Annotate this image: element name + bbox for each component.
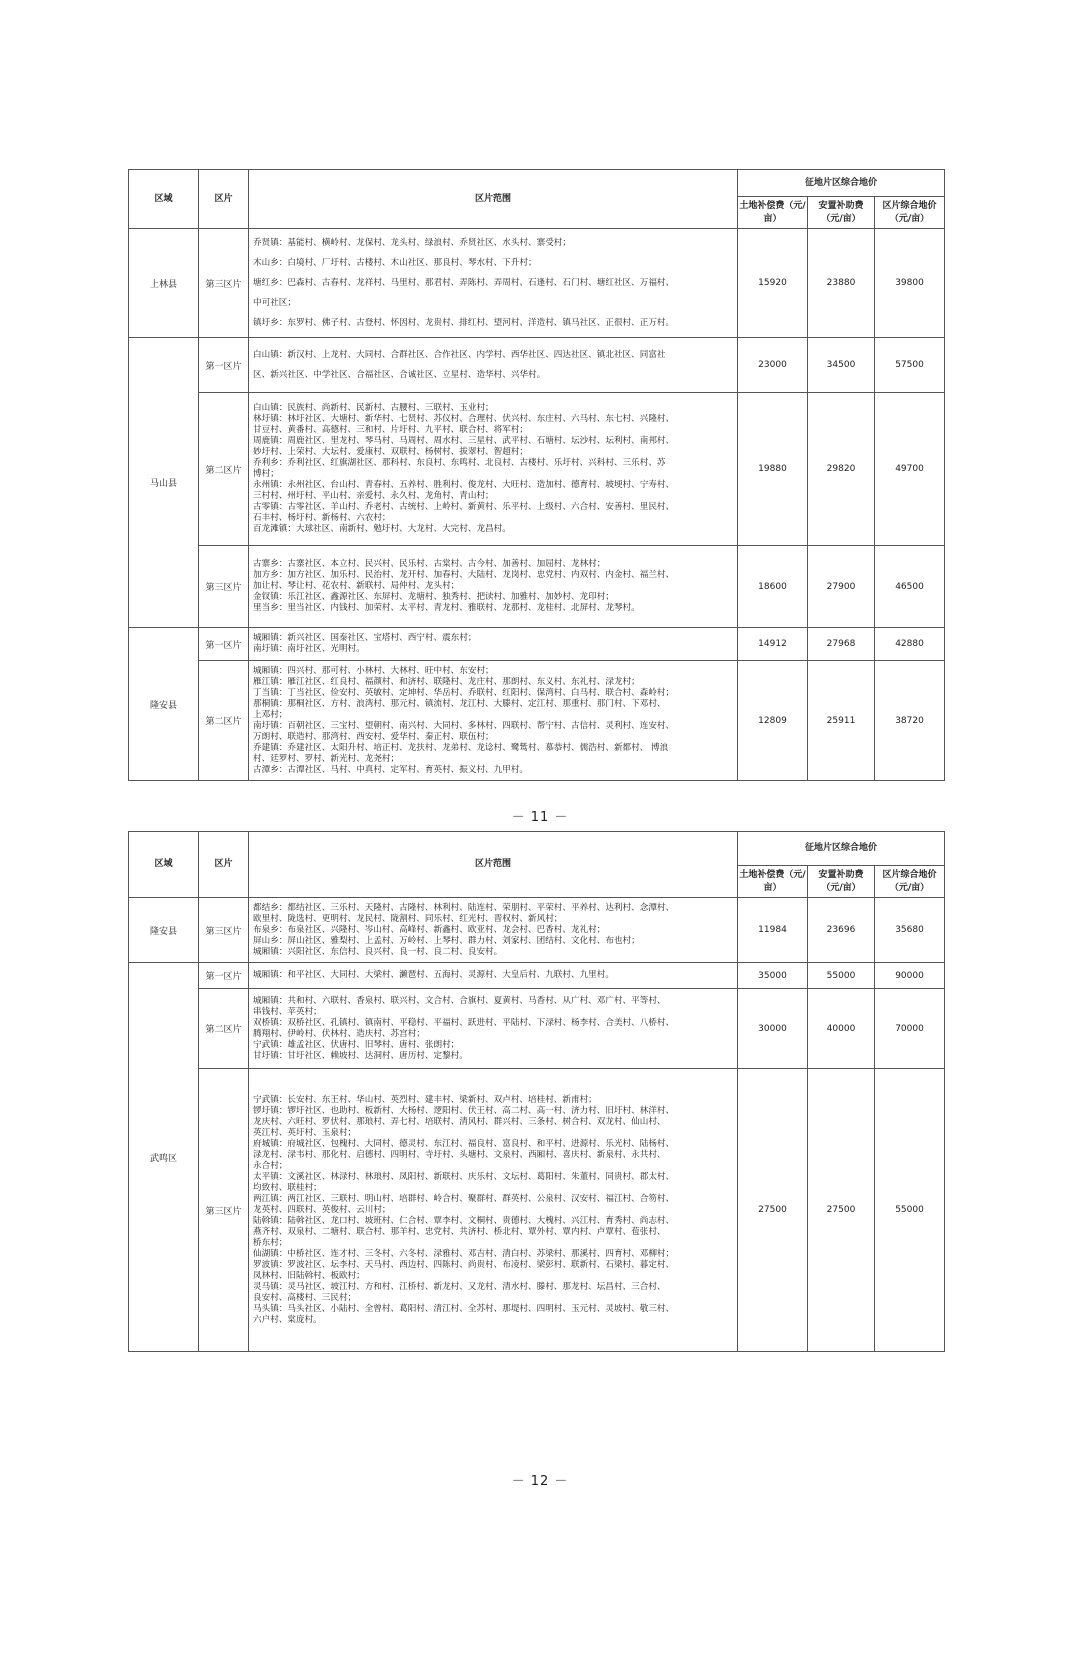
scope-cell [249, 661, 738, 781]
zone-cell: 第一区片 [199, 338, 249, 393]
scope-line: 城厢镇：共和村、六联村、香泉村、联兴村、文合村、合旗村、夏黄村、马香村、从广村、邓广村、平等村、 [253, 995, 666, 1006]
scope-line: 白山镇：民族村、尚新村、民新村、古腰村、三联村、玉业村； [253, 403, 494, 413]
header-scope: 区片范围 [249, 832, 738, 898]
scope-line: 万朗村、联造村、那湾村、西安村、爱华村、秦正村、联伍村； [253, 731, 494, 742]
total-price-value: 39800 [875, 229, 945, 338]
table-row [129, 393, 945, 546]
land-compensation-value: 19880 [738, 393, 808, 546]
scope-line: 腾翔村、伊岭村、伏林村、造庆村、苏宫村； [253, 1028, 425, 1039]
table-row [129, 229, 945, 338]
scope-cell [249, 963, 738, 989]
scope-line: 林圩镇：林圩社区、大塘村、新华村、七贤村、苏仪村、合理村、伏兴村、东庄村、六马村、东七村、兴隆村、 [253, 414, 675, 424]
zone-cell: 第一区片 [199, 628, 249, 661]
scope-line: 欧里村、陇选村、更明村、龙民村、陇割村、同乐村、红光村、晋权村、新风村； [253, 913, 563, 924]
scope-line: 南圩镇：南圩社区、光明村。 [253, 644, 365, 654]
scope-line: 古零镇：古零社区、羊山村、乔老村、古统村、上岭村、新黄村、乐平村、上级村、六合村、安善村、里民村、 [253, 502, 675, 512]
table-row [129, 338, 945, 393]
scope-line: 燕齐村、双泉村、二塘村、联合村、那羊村、忠党村、共济村、桥北村、覃外村、覃内村、卢覃村、苞张村、 [253, 1226, 666, 1237]
scope-line: 城厢镇：兴阳社区、东信村、良兴村、良一村、良二村、良安村。 [253, 946, 503, 957]
land-price-table-page-12 [128, 831, 945, 1352]
total-price-value: 70000 [875, 989, 945, 1069]
header-resettlement-subsidy: 安置补助费（元/亩） [808, 197, 875, 229]
zone-cell: 第一区片 [199, 963, 249, 989]
scope-line: 白山镇：新汉村、上龙村、大同村、合群社区、合作社区、内学村、西华社区、四达社区、镇北社区、同富社 [253, 350, 666, 360]
scope-line: 上邓村； [253, 709, 288, 720]
scope-cell [249, 546, 738, 628]
scope-line: 宁武镇：长安村、东王村、华山村、英烈村、建丰村、梁新村、双卢村、培桂村、新甫村； [253, 1094, 597, 1105]
land-compensation-value: 27500 [738, 1069, 808, 1352]
header-scope: 区片范围 [249, 170, 738, 229]
resettlement-subsidy-value: 27900 [808, 546, 875, 628]
resettlement-subsidy-value: 23696 [808, 898, 875, 963]
scope-line: 锣圩镇：锣圩社区、也助村、板新村、大杨村、逻阳村、伏王村、高二村、高一村、济力村、旧圩村、林洋村、 [253, 1105, 675, 1116]
land-compensation-value: 15920 [738, 229, 808, 338]
scope-line: 区、新兴社区、中学社区、合福社区、合诚社区、立星村、造华村、兴华村。 [253, 370, 546, 380]
region-cell: 隆安县 [129, 628, 199, 781]
scope-line: 加方乡：加方社区、加乐村、民治村、龙开村、加春村、大陆村、龙岗村、忠党村、内双村、内金村、福兰村、 [253, 570, 675, 580]
page-number-12: － 12 － [511, 1474, 569, 1489]
scope-line: 里当乡：里当社区、内钱村、加荣村、太平村、青龙村、雅联村、龙那村、龙桂村、北屏村、龙琴村。 [253, 603, 640, 613]
zone-cell: 第二区片 [199, 661, 249, 781]
scope-line: 仙湖镇：中桥社区、连才村、三冬村、六冬村、渌雅村、邓吉村、清白村、苏梁村、那溪村、四育村、邓柳村； [253, 1248, 675, 1259]
scope-line: 乔利乡：乔利社区、红旗湖社区、那科村、东良村、东鸣村、北良村、古楼村、乐圩村、兴科村、三乐村、苏 [253, 458, 666, 468]
table-row [129, 898, 945, 963]
header-zone: 区片 [199, 832, 249, 898]
scope-line: 渌龙村、渌韦村、那化村、启德村、四明村、寺圩村、头塘村、文泉村、西厢村、喜庆村、新泉村、永共村、 [253, 1149, 666, 1160]
scope-line: 古寨乡：古寨社区、本立村、民兴村、民乐村、古棠村、古今村、加善村、加屈村、龙林村； [253, 559, 606, 569]
scope-cell [249, 393, 738, 546]
scope-line: 两江镇：两江社区、三联村、明山村、培群村、岭合村、聚群村、群英村、公泉村、汉安村、福江村、合笏村、 [253, 1193, 675, 1204]
scope-line: 乔贤镇：基能村、横岭村、龙保村、龙头村、绿浪村、乔贤社区、水头村、寨受村； [253, 238, 571, 248]
scope-line: 金钗镇：乐江社区、鑫源社区、东屏村、龙塘村、独秀村、把读村、加雅村、加妙村、龙印村； [253, 592, 614, 602]
land-compensation-value: 11984 [738, 898, 808, 963]
scope-line: 凤林村、旧陆斡村、板欧村； [253, 1270, 365, 1281]
scope-line: 罗波镇：罗波社区、坛李村、天马村、西边村、四陈村、尚贵村、布凌村、梁彭村、联新村、石梁村、暮定村、 [253, 1259, 675, 1270]
zone-cell: 第三区片 [199, 898, 249, 963]
zone-cell: 第三区片 [199, 1069, 249, 1352]
scope-line: 博村； [253, 469, 279, 479]
scope-line: 都结乡：都结社区、三乐村、天隆村、古隆村、林利村、陆连村、荣朋村、平荣村、平养村、达利村、念潭村、 [253, 902, 675, 913]
header-region: 区域 [129, 170, 199, 229]
scope-line: 加让村、琴让村、花农村、新联村、局仲村、龙头村； [253, 581, 460, 591]
zone-cell: 第二区片 [199, 393, 249, 546]
scope-line: 城厢镇：四兴村、那可村、小林村、大林村、旺中村、东安村； [253, 665, 494, 676]
header-total-price: 区片综合地价（元/亩） [875, 866, 945, 898]
region-cell: 马山县 [129, 338, 199, 628]
scope-cell [249, 338, 738, 393]
total-price-value: 49700 [875, 393, 945, 546]
scope-line: 均致村、联桂村； [253, 1182, 322, 1193]
total-price-value: 46500 [875, 546, 945, 628]
scope-line: 木山乡：白境村、厂圩村、古楼村、木山社区、那良村、琴水村、下升村； [253, 258, 537, 268]
scope-line: 太平镇：文溪社区、林渌村、林琅村、凤阳村、新联村、庆乐村、文坛村、葛阳村、朱董村、同贵村、郡太村、 [253, 1171, 675, 1182]
scope-line: 甘豆村、黄番村、高德村、三和村、片圩村、九平村、联合村、将军村； [253, 425, 529, 435]
scope-line: 龙庆村、六旺村、罗伏村、那琅村、弄七村、培联村、清风村、群兴村、三条村、树合村、双龙村、仙山村、 [253, 1116, 666, 1127]
header-group: 征地片区综合地价 [738, 832, 945, 866]
resettlement-subsidy-value: 40000 [808, 989, 875, 1069]
land-price-table-page-11 [128, 169, 945, 781]
scope-line: 中可社区； [253, 298, 296, 308]
scope-line: 良安村、高楼村、三民村； [253, 1292, 357, 1303]
scope-line: 马头镇：马头社区、小陆村、全曾村、葛阳村、清江村、全苏村、那堤村、四明村、玉元村、灵坡村、敬三村、 [253, 1303, 675, 1314]
zone-cell: 第三区片 [199, 229, 249, 338]
resettlement-subsidy-value: 27968 [808, 628, 875, 661]
land-compensation-value: 23000 [738, 338, 808, 393]
resettlement-subsidy-value: 27500 [808, 1069, 875, 1352]
scope-cell [249, 1069, 738, 1352]
zone-cell: 第二区片 [199, 989, 249, 1069]
scope-line: 双桥镇：双桥社区、孔镇村、镇南村、平稳村、平福村、跃进村、平陆村、下渌村、杨李村、合美村、八桥村、 [253, 1017, 675, 1028]
land-compensation-value: 18600 [738, 546, 808, 628]
total-price-value: 57500 [875, 338, 945, 393]
table-row [129, 989, 945, 1069]
scope-line: 布泉乡：布泉社区、兴隆村、岑山村、高峰村、新鑫村、欧亚村、龙会村、巴香村、龙礼村； [253, 924, 606, 935]
scope-line: 甘圩镇：甘圩社区、赖坡村、达洞村、唐历村、定黎村。 [253, 1050, 468, 1061]
scope-line: 那桐镇：那桐社区、方村、浪湾村、那元村、镇流村、龙江村、大滕村、定江村、那重村、那门村、下邓村、 [253, 698, 666, 709]
region-cell: 上林县 [129, 229, 199, 338]
table-row [129, 546, 945, 628]
resettlement-subsidy-value: 55000 [808, 963, 875, 989]
scope-line: 丁当镇：丁当社区、俭安村、英敏村、定坤村、华岳村、乔联村、红阳村、保湾村、白马村、联合村、森岭村； [253, 687, 675, 698]
scope-line: 桥东村； [253, 1237, 288, 1248]
table-row [129, 628, 945, 661]
region-cell: 武鸣区 [129, 963, 199, 1352]
resettlement-subsidy-value: 34500 [808, 338, 875, 393]
scope-cell [249, 229, 738, 338]
total-price-value: 38720 [875, 661, 945, 781]
scope-line: 永州镇：永州社区、台山村、青春村、五养村、胜利村、俊龙村、大旺村、造加村、德育村、坡埂村、宁寿村、 [253, 480, 675, 490]
scope-cell [249, 898, 738, 963]
land-compensation-value: 30000 [738, 989, 808, 1069]
scope-line: 南圩镇：百朝社区、三宝村、望朝村、南兴村、大同村、多林村、四联村、帮宁村、古信村、灵利村、连安村、 [253, 720, 675, 731]
scope-cell [249, 989, 738, 1069]
scope-line: 塘红乡：巴森村、古春村、龙祥村、马里村、那君村、弄陈村、弄周村、石逢村、石门村、塘红社区、万福村、 [253, 278, 675, 288]
scope-line: 城厢镇：和平社区、大同村、大梁村、濑琶村、五海村、灵源村、大皇后村、九联村、九里村。 [253, 970, 614, 980]
scope-cell [249, 628, 738, 661]
header-resettlement-subsidy: 安置补助费（元/亩） [808, 866, 875, 898]
zone-cell: 第三区片 [199, 546, 249, 628]
scope-line: 镇圩乡：东罗村、佛子村、古登村、怀因村、龙贵村、排红村、望河村、洋造村、镇马社区、正很村、正万村。 [253, 318, 675, 328]
scope-line: 三村村、州圩村、平山村、亲爱村、永久村、龙角村、青山村； [253, 491, 494, 501]
scope-line: 灵马镇：灵马社区、坡江村、方和村、江桥村、新龙村、又龙村、清水村、滕村、那龙村、坛昌村、三合村、 [253, 1281, 666, 1292]
table-row [129, 1069, 945, 1352]
total-price-value: 90000 [875, 963, 945, 989]
header-group: 征地片区综合地价 [738, 170, 945, 197]
header-region: 区域 [129, 832, 199, 898]
scope-line: 石丰村、杨圩村、新杨村、六农村； [253, 513, 391, 523]
resettlement-subsidy-value: 23880 [808, 229, 875, 338]
resettlement-subsidy-value: 29820 [808, 393, 875, 546]
scope-line: 妙圩村、上荣村、大坛村、爱康村、双联村、杨树村、拔翠村、智超村； [253, 447, 529, 457]
total-price-value: 35680 [875, 898, 945, 963]
scope-line: 古潭乡：古潭社区、马村、中真村、定军村、育英村、振义村、九甲村。 [253, 764, 529, 775]
header-land-compensation: 土地补偿费（元/亩） [738, 866, 808, 898]
scope-line: 城厢镇：新兴社区、国泰社区、宝塔村、西宁村、震东村； [253, 633, 477, 643]
page-number-11: － 11 － [511, 810, 569, 825]
header-zone: 区片 [199, 170, 249, 229]
land-compensation-value: 12809 [738, 661, 808, 781]
scope-line: 府城镇：府城社区、包槐村、大同村、德灵村、东江村、福良村、富良村、和平村、进源村、乐光村、陆杨村、 [253, 1138, 675, 1149]
scope-line: 周鹿镇：周鹿社区、里龙村、琴马村、马周村、周水村、三星村、武平村、石塘村、坛沙村、坛利村、南邦村、 [253, 436, 675, 446]
scope-line: 百龙滩镇：大球社区、南新村、勉圩村、大龙村、大完村、龙昌村。 [253, 524, 511, 534]
scope-line: 陆斡镇：陆斡社区、龙口村、坡班村、仁合村、覃李村、文桐村、贵德村、大槐村、兴江村、育秀村、尚志村、 [253, 1215, 675, 1226]
land-compensation-value: 35000 [738, 963, 808, 989]
scope-line: 龙英村、四联村、英俊村、云川村； [253, 1204, 391, 1215]
scope-line: 宁武镇：雄孟社区、伏唐村、旧琴村、唐村、张朗村； [253, 1039, 460, 1050]
total-price-value: 42880 [875, 628, 945, 661]
scope-line: 村、廷罗村、罗村、新光村、龙尧村； [253, 753, 400, 764]
header-land-compensation: 土地补偿费（元/亩） [738, 197, 808, 229]
scope-line: 雁江镇：雁江社区、红良村、福颜村、和济村、联隆村、龙庄村、那朗村、东义村、东礼村、渌龙村； [253, 676, 640, 687]
scope-line: 乔建镇：乔建社区、太阳升村、培正村、龙扶村、龙弟村、龙谂村、鹭鸶村、慕恭村、儒浩村、新都村、 博浪 [253, 742, 669, 753]
scope-line: 六户村、棠庞村。 [253, 1314, 322, 1325]
land-compensation-value: 14912 [738, 628, 808, 661]
scope-line: 屏山乡：屏山社区、雅梨村、上孟村、万岭村、上琴村、群力村、刘家村、团结村、文化村、布也村； [253, 935, 640, 946]
resettlement-subsidy-value: 25911 [808, 661, 875, 781]
scope-line: 英江村、英圩村、玉泉村； [253, 1127, 357, 1138]
region-cell: 隆安县 [129, 898, 199, 963]
header-total-price: 区片综合地价（元/亩） [875, 197, 945, 229]
scope-line: 串钱村、苹英村； [253, 1006, 322, 1017]
total-price-value: 55000 [875, 1069, 945, 1352]
table-row [129, 963, 945, 989]
scope-line: 永合村； [253, 1160, 288, 1171]
table-row [129, 661, 945, 781]
